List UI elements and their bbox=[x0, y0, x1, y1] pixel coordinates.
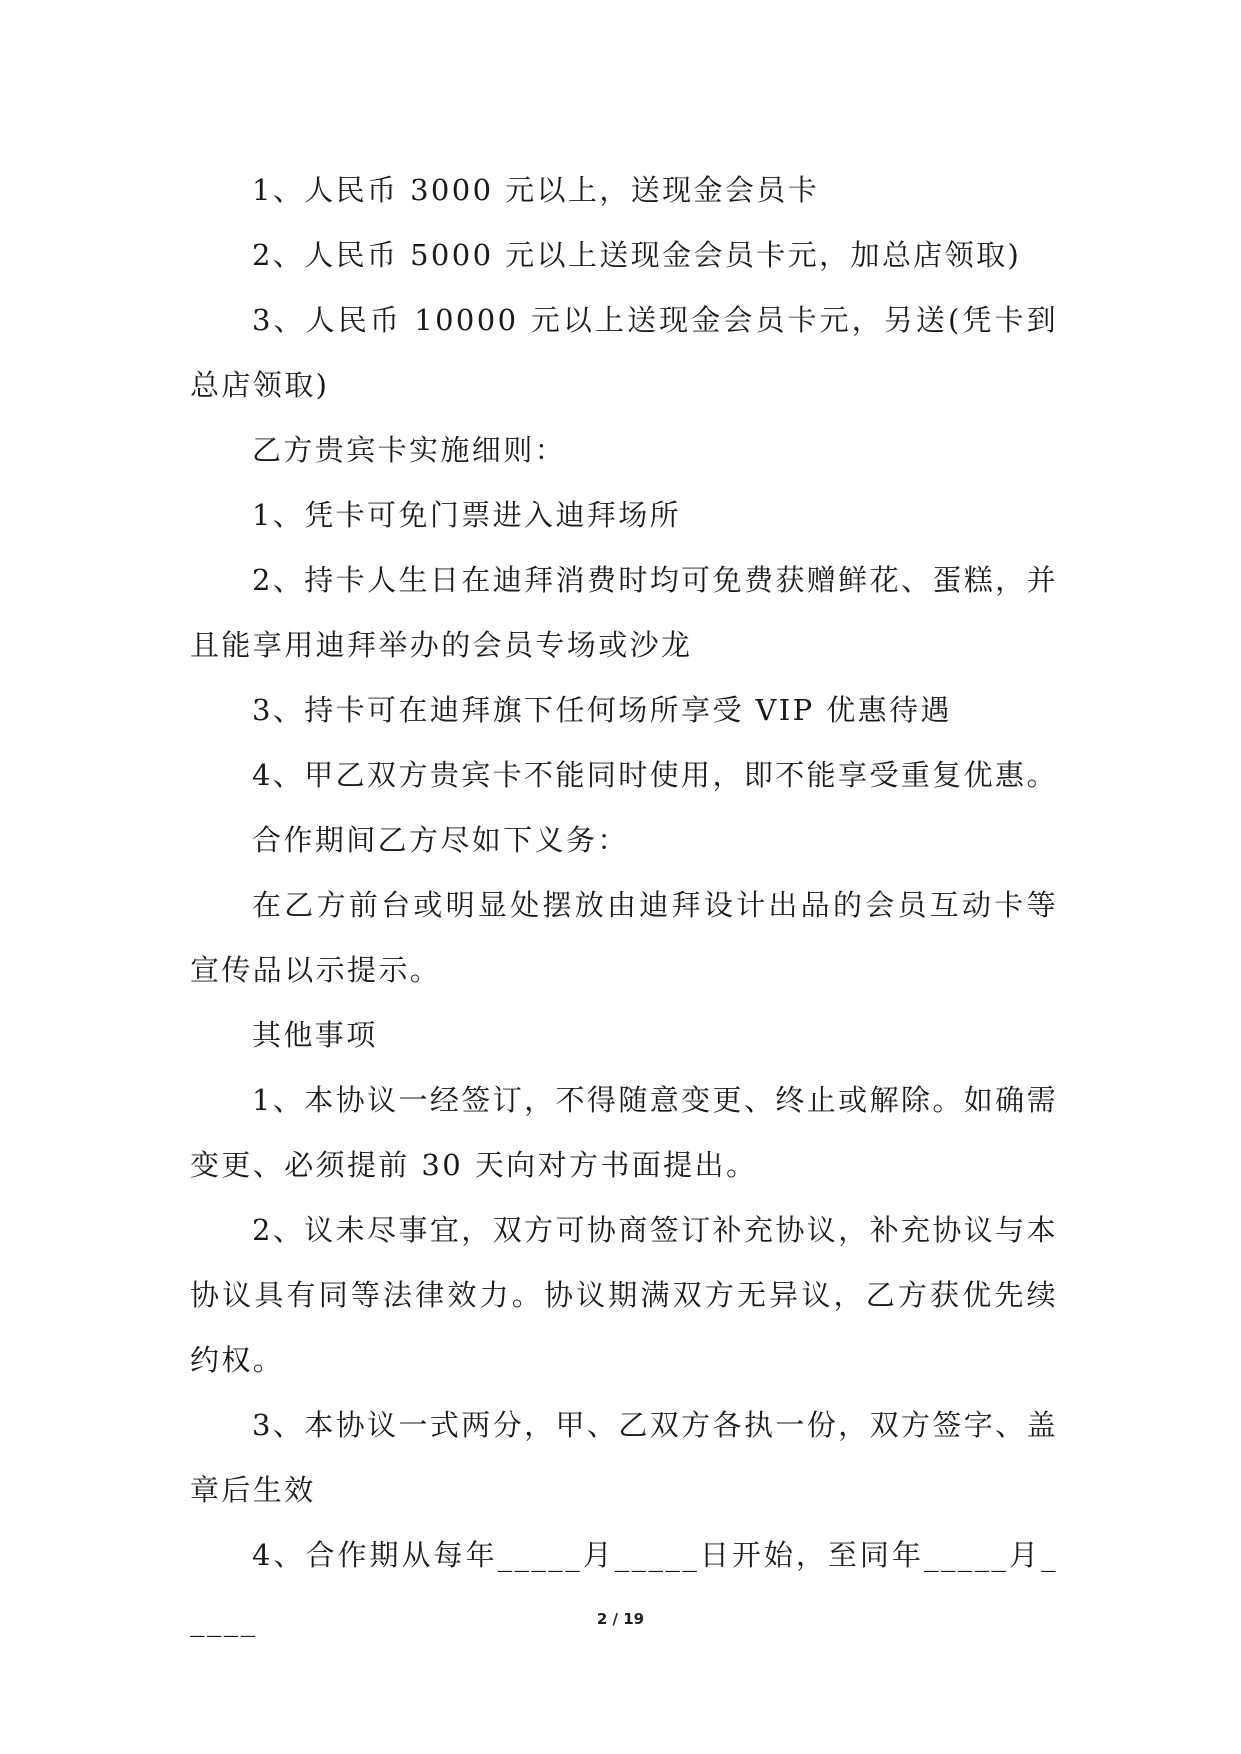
rule-item-3: 3、持卡可在迪拜旗下任何场所享受 VIP 优惠待遇 bbox=[252, 693, 952, 727]
rule-item-2: 2、持卡人生日在迪拜消费时均可免费获赠鲜花、蛋糕，并且能享用迪拜举办的会员专场或沙龙 bbox=[190, 563, 1058, 662]
other-item-1: 1、本协议一经签订，不得随意变更、终止或解除。如确需变更、必须提前 30 天向对方书面提出。 bbox=[190, 1083, 1058, 1182]
section-heading-other-matters: 其他事项 bbox=[252, 1018, 378, 1052]
section-heading-obligations: 合作期间乙方尽如下义务： bbox=[252, 823, 629, 857]
rule-item-1: 1、凭卡可免门票进入迪拜场所 bbox=[252, 498, 682, 532]
page-number: 2 / 19 bbox=[596, 1610, 645, 1628]
paragraph-amount-5000: 2、人民币 5000 元以上送现金会员卡元，加总店领取) bbox=[252, 238, 1022, 272]
other-item-4: 4、合作期从每年_____月_____日开始，至同年_____月_____ bbox=[190, 1538, 1058, 1637]
other-item-3: 3、本协议一式两分，甲、乙双方各执一份，双方签字、盖章后生效 bbox=[190, 1408, 1058, 1507]
other-item-2: 2、议未尽事宜，双方可协商签订补充协议，补充协议与本协议具有同等法律效力。协议期满双方无异议，乙方获优先续约权。 bbox=[190, 1213, 1058, 1377]
section-heading-vip-card-rules: 乙方贵宾卡实施细则： bbox=[252, 433, 567, 467]
obligation-text: 在乙方前台或明显处摆放由迪拜设计出品的会员互动卡等宣传品以示提示。 bbox=[190, 888, 1058, 987]
paragraph-amount-3000: 1、人民币 3000 元以上，送现金会员卡 bbox=[252, 173, 820, 207]
rule-item-4: 4、甲乙双方贵宾卡不能同时使用，即不能享受重复优惠。 bbox=[252, 758, 1058, 792]
document-body bbox=[190, 158, 1058, 1653]
paragraph-amount-10000: 3、人民币 10000 元以上送现金会员卡元，另送(凭卡到总店领取) bbox=[190, 303, 1058, 402]
